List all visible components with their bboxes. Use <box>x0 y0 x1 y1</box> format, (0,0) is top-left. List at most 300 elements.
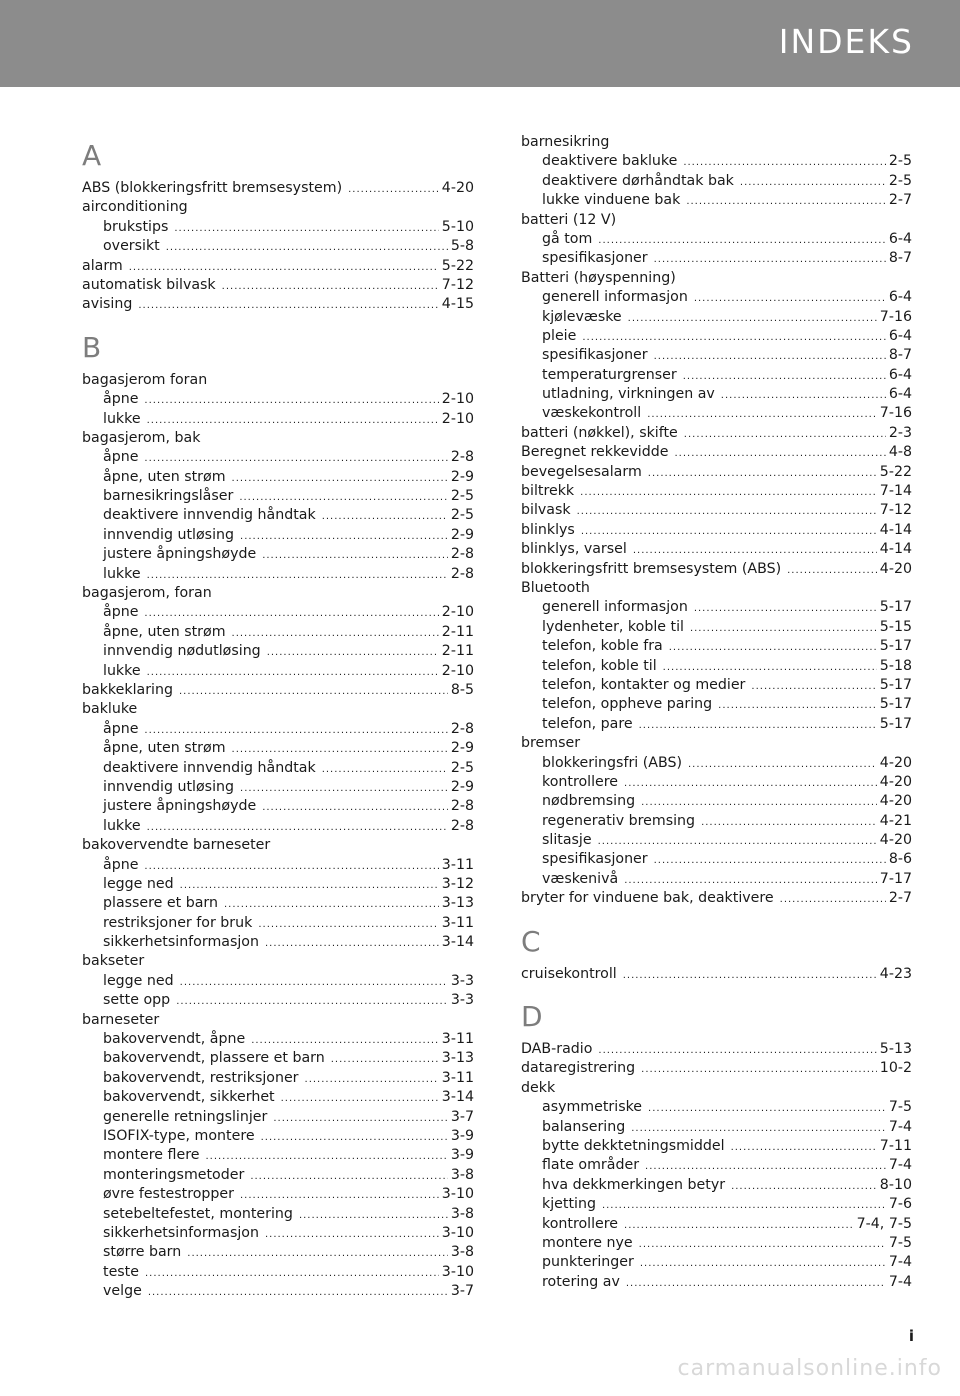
index-entry <box>521 404 912 423</box>
entry-text: Beregnet rekkevidde <box>521 444 669 461</box>
entry-page: 2-5 <box>450 488 474 505</box>
entry-page: 4-14 <box>879 521 912 538</box>
dot-leader <box>265 1225 439 1244</box>
dot-leader <box>686 192 886 211</box>
index-entry <box>521 191 912 210</box>
index-entry <box>82 1224 474 1243</box>
entry-page: 3-9 <box>450 1127 474 1144</box>
dot-leader <box>626 1274 886 1293</box>
entry-text: åpne <box>103 604 139 621</box>
entry-page: 2-7 <box>888 192 912 209</box>
index-entry <box>82 720 474 739</box>
index-entry <box>82 739 474 758</box>
index-entry <box>521 715 912 734</box>
dot-leader <box>718 696 877 715</box>
entry-text: deaktivere dørhåndtak bak <box>542 172 734 189</box>
entry-text: bakluke <box>82 701 138 718</box>
entry-page: 6-4 <box>888 327 912 344</box>
entry-text: velge <box>103 1283 142 1300</box>
entry-page: 5-15 <box>879 618 912 635</box>
dot-leader <box>144 449 447 468</box>
entry-text: blokkeringsfritt bremsesystem (ABS) <box>521 560 782 577</box>
index-entry <box>82 952 474 971</box>
entry-page: 3-14 <box>441 1089 474 1106</box>
dot-leader <box>654 851 886 870</box>
dot-leader <box>222 277 439 296</box>
entry-page: 5-17 <box>879 715 912 732</box>
page-number: i <box>908 1327 914 1345</box>
entry-text: slitasje <box>542 832 592 849</box>
entry-text: bakovervendt, restriksjoner <box>103 1069 299 1086</box>
index-entry <box>521 831 912 850</box>
dot-leader <box>740 173 886 192</box>
dot-leader <box>144 857 438 876</box>
entry-text: dekk <box>521 1079 556 1096</box>
dot-leader <box>144 604 438 623</box>
dot-leader <box>258 915 438 934</box>
entry-text: legge ned <box>103 972 174 989</box>
index-entry <box>82 1108 474 1127</box>
index-entry <box>521 385 912 404</box>
entry-text: blokkeringsfri (ABS) <box>542 754 682 771</box>
entry-page: 2-7 <box>888 890 912 907</box>
entry-page: 2-8 <box>450 565 474 582</box>
entry-page: 4-20 <box>441 180 474 196</box>
index-entry <box>82 390 474 409</box>
entry-page: 5-8 <box>450 238 474 255</box>
index-entry <box>82 759 474 778</box>
dot-leader <box>787 561 877 580</box>
dot-leader <box>331 1050 439 1069</box>
entry-text: generell informasjon <box>542 599 688 616</box>
entry-page: 4-20 <box>879 793 912 810</box>
entry-page: 4-20 <box>879 773 912 790</box>
entry-text: spesifikasjoner <box>542 851 648 868</box>
entry-text: kontrollere <box>542 773 619 790</box>
dot-leader <box>174 219 438 238</box>
entry-text: kjølevæske <box>542 308 622 325</box>
dot-leader <box>688 755 877 774</box>
entry-page: 10-2 <box>879 1060 912 1077</box>
dot-leader <box>147 411 439 430</box>
dot-leader <box>639 716 877 735</box>
dot-leader <box>641 793 877 812</box>
index-entry <box>521 501 912 520</box>
index-entry <box>82 778 474 797</box>
entry-page: 7-11 <box>879 1137 912 1154</box>
entry-page: 3-11 <box>441 1069 474 1086</box>
index-entry <box>521 521 912 540</box>
dot-leader <box>240 527 448 546</box>
entry-text: bilvask <box>521 502 571 519</box>
entry-text: sikkerhetsinformasjon <box>103 934 259 951</box>
entry-text: utladning, virkningen av <box>542 386 715 403</box>
entry-text: væskekontroll <box>542 405 642 422</box>
entry-text: teste <box>103 1263 139 1280</box>
entry-text: bevegelsesalarm <box>521 463 642 480</box>
index-entry <box>82 1166 474 1185</box>
entry-text: åpne <box>103 720 139 737</box>
dot-leader <box>654 250 886 269</box>
index-entry <box>82 487 474 506</box>
entry-text: åpne <box>103 391 139 408</box>
dot-leader <box>239 488 448 507</box>
index-column-left <box>82 133 474 1301</box>
entry-page: 5-10 <box>441 218 474 235</box>
index-entry <box>521 152 912 171</box>
entry-text: åpne <box>103 856 139 873</box>
entry-page: 4-20 <box>879 832 912 849</box>
entry-text: montere nye <box>542 1234 633 1251</box>
index-entry <box>82 914 474 933</box>
index-entry <box>82 545 474 564</box>
index-entry <box>82 700 474 719</box>
dot-leader <box>232 624 439 643</box>
dot-leader <box>683 153 885 172</box>
entry-text: større barn <box>103 1244 182 1261</box>
entry-text: ABS (blokkeringsfritt bremsesystem) <box>82 180 343 196</box>
index-entry <box>521 1273 912 1292</box>
dot-leader <box>240 1186 439 1205</box>
index-entry <box>82 526 474 545</box>
entry-page: 8-7 <box>888 250 912 267</box>
dot-leader <box>721 386 886 405</box>
entry-text: justere åpningshøyde <box>103 546 257 563</box>
entry-text: lukke <box>103 410 141 427</box>
entry-text: bagasjerom, bak <box>82 429 201 446</box>
entry-text: åpne, uten strøm <box>103 740 226 757</box>
entry-text: restriksjoner for bruk <box>103 914 253 931</box>
index-entry <box>82 198 474 217</box>
entry-page: 2-10 <box>441 391 474 408</box>
index-entry <box>82 410 474 429</box>
dot-leader <box>262 798 448 817</box>
dot-leader <box>683 367 886 386</box>
entry-text: generell informasjon <box>542 289 688 306</box>
index-entry <box>521 230 912 249</box>
index-entry <box>82 972 474 991</box>
dot-leader <box>147 566 448 585</box>
dot-leader <box>250 1167 448 1186</box>
index-entry <box>521 1176 912 1195</box>
entry-page: 3-11 <box>441 1031 474 1048</box>
entry-text: monteringsmetoder <box>103 1166 245 1183</box>
entry-page: 2-5 <box>450 759 474 776</box>
entry-text: brukstips <box>103 218 169 235</box>
entry-text: setebeltefestet, montering <box>103 1205 293 1222</box>
index-entry <box>82 797 474 816</box>
section-letter: C <box>521 924 541 958</box>
entry-text: telefon, pare <box>542 715 633 732</box>
header-bar <box>0 0 960 87</box>
dot-leader <box>232 469 448 488</box>
dot-leader <box>647 405 877 424</box>
entry-text: alarm <box>82 257 123 274</box>
entry-text: dataregistrering <box>521 1060 636 1077</box>
dot-leader <box>639 1235 886 1254</box>
dot-leader <box>694 289 886 308</box>
index-entry <box>82 295 474 314</box>
index-entry <box>521 1234 912 1253</box>
entry-text: justere åpningshøyde <box>103 798 257 815</box>
index-entry <box>521 308 912 327</box>
dot-leader <box>262 546 448 565</box>
entry-text: batteri (12 V) <box>521 211 617 228</box>
index-entry <box>521 1253 912 1272</box>
index-entry <box>82 875 474 894</box>
entry-text: lukke <box>103 817 141 834</box>
entry-text: deaktivere innvendig håndtak <box>103 759 316 776</box>
entry-text: oversikt <box>103 238 160 255</box>
entry-page: 5-17 <box>879 696 912 713</box>
dot-leader <box>577 502 877 521</box>
dot-leader <box>261 1128 448 1147</box>
index-entry <box>521 463 912 482</box>
dot-leader <box>224 895 439 914</box>
dot-leader <box>267 643 439 662</box>
index-entry <box>82 584 474 603</box>
entry-page: 8-10 <box>879 1176 912 1193</box>
index-entry <box>82 836 474 855</box>
watermark: carmanualsonline.info <box>677 1356 942 1381</box>
dot-leader <box>147 818 448 837</box>
dot-leader <box>684 425 886 444</box>
index-entry <box>521 269 912 288</box>
index-entry <box>521 211 912 230</box>
entry-text: lydenheter, koble til <box>542 618 684 635</box>
entry-page: 2-8 <box>450 449 474 466</box>
entry-page: 3-14 <box>441 934 474 951</box>
entry-text: bytte dekktetningsmiddel <box>542 1137 725 1154</box>
entry-text: bryter for vinduene bak, deaktivere <box>521 890 774 907</box>
dot-leader <box>305 1070 439 1089</box>
entry-page: 6-4 <box>888 366 912 383</box>
dot-leader <box>624 774 877 793</box>
dot-leader <box>582 328 885 347</box>
entry-page: 3-13 <box>441 1050 474 1067</box>
index-entry <box>82 1282 474 1301</box>
section-letter: B <box>82 330 102 364</box>
entry-page: 4-21 <box>879 812 912 829</box>
entry-page: 7-6 <box>888 1196 912 1213</box>
entry-text: øvre festestropper <box>103 1186 234 1203</box>
entry-page: 2-10 <box>441 662 474 679</box>
entry-page: 7-4 <box>888 1157 912 1174</box>
dot-leader <box>180 973 448 992</box>
index-entry <box>521 870 912 889</box>
dot-leader <box>180 876 439 895</box>
entry-text: Bluetooth <box>521 579 590 596</box>
index-entry <box>521 850 912 869</box>
entry-page: 2-8 <box>450 798 474 815</box>
index-entry <box>521 618 912 637</box>
entry-text: bagasjerom, foran <box>82 585 212 602</box>
entry-text: avising <box>82 296 133 313</box>
entry-text: lukke <box>103 565 141 582</box>
dot-leader <box>148 1283 448 1302</box>
entry-page: 2-11 <box>441 623 474 640</box>
dot-leader <box>645 1157 886 1176</box>
dot-leader <box>648 1099 886 1118</box>
dot-leader <box>348 180 439 199</box>
entry-text: bakseter <box>82 953 145 970</box>
dot-leader <box>322 760 448 779</box>
entry-page: 5-17 <box>879 676 912 693</box>
entry-text: ISOFIX-type, montere <box>103 1127 255 1144</box>
entry-text: punkteringer <box>542 1254 634 1271</box>
dot-leader <box>232 740 448 759</box>
entry-text: rotering av <box>542 1273 620 1290</box>
dot-leader <box>654 347 886 366</box>
entry-page: 7-17 <box>879 870 912 887</box>
entry-page: 3-8 <box>450 1244 474 1261</box>
entry-page: 4-20 <box>879 560 912 577</box>
index-entry <box>521 1079 912 1098</box>
index-entry <box>82 894 474 913</box>
entry-text: kjetting <box>542 1196 596 1213</box>
entry-text: generelle retningslinjer <box>103 1108 268 1125</box>
dot-leader <box>251 1031 439 1050</box>
entry-text: deaktivere bakluke <box>542 153 678 170</box>
entry-page: 7-4 <box>888 1118 912 1135</box>
index-entry <box>521 579 912 598</box>
entry-text: kontrollere <box>542 1215 619 1232</box>
entry-text: gå tom <box>542 230 593 247</box>
entry-page: 4-14 <box>879 541 912 558</box>
index-entry <box>521 443 912 462</box>
dot-leader <box>147 663 439 682</box>
index-entry <box>521 889 912 908</box>
entry-page: 2-8 <box>450 546 474 563</box>
index-entry <box>521 366 912 385</box>
index-entry <box>82 1088 474 1107</box>
entry-page: 2-10 <box>441 604 474 621</box>
index-entry <box>521 695 912 714</box>
index-entry <box>82 662 474 681</box>
entry-text: bagasjerom foran <box>82 371 208 388</box>
index-entry <box>82 468 474 487</box>
index-entry <box>521 1156 912 1175</box>
entry-page: 5-17 <box>879 638 912 655</box>
entry-text: sikkerhetsinformasjon <box>103 1224 259 1241</box>
index-entry <box>521 482 912 501</box>
index-entry <box>82 257 474 276</box>
dot-leader <box>273 1109 447 1128</box>
entry-text: deaktivere innvendig håndtak <box>103 507 316 524</box>
index-entry <box>521 172 912 191</box>
entry-text: blinklys, varsel <box>521 541 627 558</box>
index-entry <box>82 1069 474 1088</box>
entry-text: spesifikasjoner <box>542 250 648 267</box>
index-entry <box>521 1040 912 1059</box>
index-entry <box>521 346 912 365</box>
index-entry <box>82 991 474 1010</box>
index-entry <box>82 817 474 836</box>
entry-page: 7-5 <box>888 1234 912 1251</box>
dot-leader <box>675 444 886 463</box>
entry-text: plassere et barn <box>103 895 218 912</box>
entry-page: 3-7 <box>450 1108 474 1125</box>
entry-page: 2-5 <box>888 153 912 170</box>
entry-text: asymmetriske <box>542 1099 643 1116</box>
entry-page: 3-10 <box>441 1263 474 1280</box>
index-entry <box>82 565 474 584</box>
dot-leader <box>602 1196 886 1215</box>
dot-leader <box>624 1216 854 1235</box>
entry-page: 4-15 <box>441 296 474 313</box>
entry-text: blinklys <box>521 521 575 538</box>
entry-text: barnesikringslåser <box>103 488 234 505</box>
index-entry <box>521 1059 912 1078</box>
index-entry <box>521 676 912 695</box>
entry-text: åpne, uten strøm <box>103 623 226 640</box>
dot-leader <box>633 541 877 560</box>
entry-page: 3-3 <box>450 992 474 1009</box>
dot-leader <box>138 296 438 315</box>
index-entry <box>521 540 912 559</box>
entry-page: 2-10 <box>441 410 474 427</box>
index-entry <box>82 642 474 661</box>
index-entry <box>521 1195 912 1214</box>
index-entry <box>521 792 912 811</box>
dot-leader <box>179 682 448 701</box>
entry-page: 3-11 <box>441 856 474 873</box>
dot-leader <box>663 658 877 677</box>
index-entry <box>82 1243 474 1262</box>
dot-leader <box>322 507 448 526</box>
entry-text: telefon, oppheve paring <box>542 696 713 713</box>
entry-text: Batteri (høyspenning) <box>521 269 676 286</box>
entry-page: 7-16 <box>879 308 912 325</box>
entry-text: automatisk bilvask <box>82 276 216 293</box>
entry-page: 8-6 <box>888 851 912 868</box>
entry-page: 7-16 <box>879 405 912 422</box>
entry-page: 2-5 <box>888 172 912 189</box>
entry-text: flate områder <box>542 1157 640 1174</box>
entry-page: 7-14 <box>879 483 912 500</box>
index-entry <box>82 1263 474 1282</box>
index-entry <box>82 179 474 198</box>
entry-page: 2-9 <box>450 740 474 757</box>
dot-leader <box>598 231 886 250</box>
dot-leader <box>641 1060 877 1079</box>
index-entry <box>521 327 912 346</box>
dot-leader <box>780 890 886 909</box>
section-letter: D <box>521 1000 543 1034</box>
index-entry <box>521 288 912 307</box>
entry-page: 3-10 <box>441 1224 474 1241</box>
dot-leader <box>176 992 448 1011</box>
entry-text: innvendig nødutløsing <box>103 643 261 660</box>
entry-page: 2-3 <box>888 424 912 441</box>
dot-leader <box>581 522 877 541</box>
entry-page: 2-9 <box>450 778 474 795</box>
entry-page: 7-4 <box>888 1273 912 1290</box>
entry-page: 5-22 <box>879 463 912 480</box>
index-entry <box>521 424 912 443</box>
entry-page: 3-7 <box>450 1283 474 1300</box>
entry-text: montere flere <box>103 1147 200 1164</box>
entry-text: åpne, uten strøm <box>103 468 226 485</box>
dot-leader <box>751 677 876 696</box>
index-entry <box>521 1215 912 1234</box>
entry-page: 4-23 <box>879 965 912 982</box>
entry-page: 3-8 <box>450 1166 474 1183</box>
index-entry <box>521 1098 912 1117</box>
entry-page: 2-9 <box>450 468 474 485</box>
entry-page: 2-8 <box>450 817 474 834</box>
entry-text: innvendig utløsing <box>103 778 235 795</box>
